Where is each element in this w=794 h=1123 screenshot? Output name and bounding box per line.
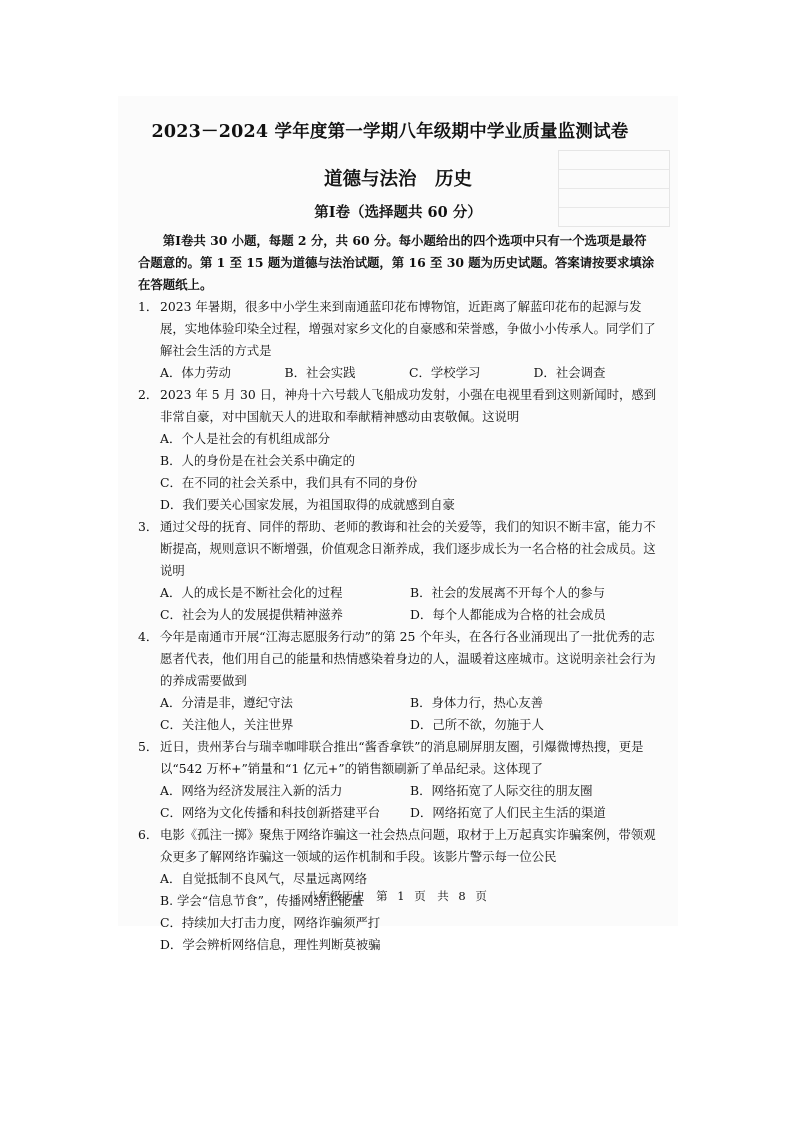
- question-2-options: [138, 428, 658, 516]
- question-stem: 近日，贵州茅台与瑞幸咖啡联合推出“酱香拿铁”的消息刷屏朋友圈，引爆微博热搜，更是以“542 万杯+”销量和“1 亿元+”的销售额刷新了单品纪录。这体现了: [160, 739, 644, 776]
- option-b: B．网络拓宽了人际交往的朋友圈: [410, 783, 593, 798]
- option-b: B．身体力行，热心友善: [410, 695, 544, 710]
- exam-subtitle: 道德与法治 历史: [323, 169, 472, 190]
- option-a: A．分清是非，遵纪守法: [160, 695, 293, 710]
- question-1-options: [138, 362, 658, 384]
- option-a: A．自觉抵制不良风气，尽量远离网络: [160, 871, 368, 886]
- option-c: C．社会为人的发展提供精神滋养: [160, 607, 343, 622]
- option-b: B．社会的发展离不开每个人的参与: [410, 585, 605, 600]
- question-1: [138, 296, 658, 362]
- question-stem: 2023 年 5 月 30 日，神舟十六号载人飞船成功发射，小强在电视里看到这则新闻时，感到非常自豪，对中国航天人的进取和奉献精神感动由衷敬佩。这说明: [160, 387, 657, 424]
- question-stem: 电影《孤注一掷》聚焦于网络诈骗这一社会热点问题，取材于上万起真实诈骗案例，带领观众更多了解网络诈骗这一领域的运作机制和手段。该影片警示每一位公民: [160, 827, 656, 864]
- instructions: 第Ⅰ卷共 30 小题，每题 2 分，共 60 分。每小题给出的四个选项中只有一个选项是最符合题意的。第 1 至 15 题为道德与法治试题，第 16 至 30 题为历史试题。答案请按要求填涂在答题纸上。: [138, 233, 655, 292]
- question-stem: 2023 年暑期，很多中小学生来到南通蓝印花布博物馆，近距离了解蓝印花布的起源与发展，实地体验印染全过程，增强对家乡文化的自豪感和荣誉感，争做小小传承人。同学们了解社会生活的方式是: [160, 299, 656, 358]
- exam-title: 2023－2024 学年度第一学期八年级期中学业质量监测试卷: [151, 122, 629, 142]
- question-5-options: [138, 780, 658, 824]
- page-footer: 八年级历史 第 1 页 共 8 页: [307, 889, 487, 903]
- question-6-options: [138, 868, 658, 956]
- option-d: D．社会调查: [533, 365, 606, 380]
- question-stem: 通过父母的抚育、同伴的帮助、老师的教诲和社会的关爱等，我们的知识不断丰富，能力不断提高，规则意识不断增强，价值观念日渐养成，我们逐步成长为一名合格的社会成员。这说明: [160, 519, 656, 578]
- exam-page: [138, 118, 658, 956]
- option-a: A．网络为经济发展注入新的活力: [160, 783, 343, 798]
- question-number: 3．: [138, 519, 159, 534]
- question-3: [138, 516, 658, 582]
- option-a: A．人的成长是不断社会化的过程: [160, 585, 343, 600]
- question-3-options: [138, 582, 658, 626]
- option-c: C．网络为文化传播和科技创新搭建平台: [160, 805, 381, 820]
- option-b: B．社会实践: [284, 365, 356, 380]
- option-c: C．持续加大打击力度，网络诈骗须严打: [160, 915, 381, 930]
- option-a: A．体力劳动: [160, 365, 231, 380]
- question-5: [138, 736, 658, 780]
- option-d: D．网络拓宽了人们民主生活的渠道: [410, 805, 606, 820]
- option-d: D．我们要关心国家发展，为祖国取得的成就感到自豪: [160, 497, 455, 512]
- option-d: D．每个人都能成为合格的社会成员: [410, 607, 606, 622]
- option-a: A．个人是社会的有机组成部分: [160, 431, 331, 446]
- question-4: [138, 626, 658, 692]
- question-number: 1．: [138, 299, 159, 314]
- question-2: [138, 384, 658, 428]
- question-stem: 今年是南通市开展“江海志愿服务行动”的第 25 个年头，在各行各业涌现出了一批优秀的志愿者代表，他们用自己的能量和热情感染着身边的人，温暖着这座城市。这说明亲社会行为的养成需要做到: [160, 629, 656, 688]
- question-6: [138, 824, 658, 868]
- option-d: D．学会辨析网络信息，理性判断莫被骗: [160, 937, 381, 952]
- section-heading: 第Ⅰ卷（选择题共 60 分）: [314, 204, 482, 221]
- question-number: 2．: [138, 387, 159, 402]
- option-d: D．己所不欲，勿施于人: [410, 717, 544, 732]
- option-c: C．学校学习: [409, 365, 481, 380]
- option-c: C．在不同的社会关系中，我们具有不同的身份: [160, 475, 418, 490]
- question-number: 4．: [138, 629, 159, 644]
- option-b: B. 学会“信息节食”，传播网络正能量: [160, 893, 364, 908]
- option-c: C．关注他人，关注世界: [160, 717, 294, 732]
- question-number: 5．: [138, 739, 159, 754]
- question-4-options: [138, 692, 658, 736]
- question-number: 6．: [138, 827, 159, 842]
- option-b: B．人的身份是在社会关系中确定的: [160, 453, 355, 468]
